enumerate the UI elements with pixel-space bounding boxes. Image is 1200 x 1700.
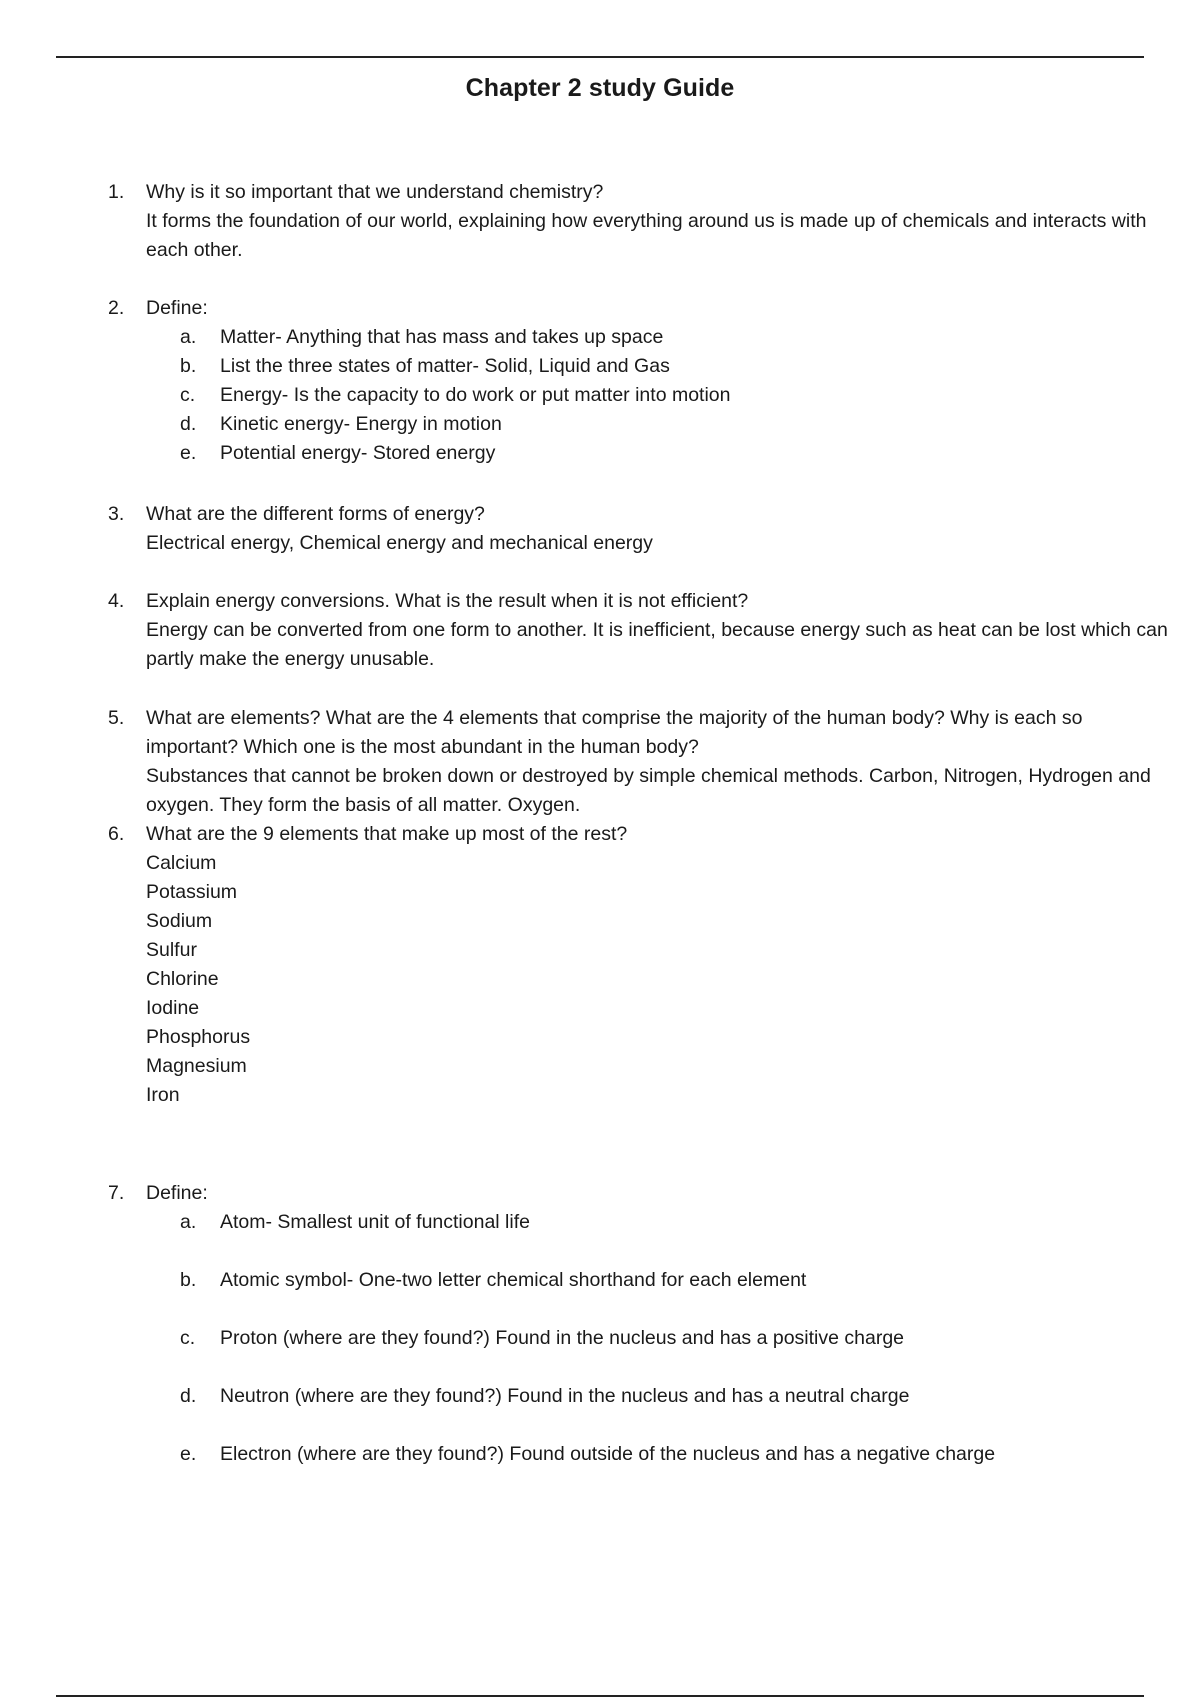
element-item: Calcium <box>146 852 217 874</box>
header-rule <box>56 56 1144 58</box>
element-item: Iron <box>146 1084 180 1106</box>
question-2 <box>108 294 1168 468</box>
item-text: Atomic symbol- One-two letter chemical shorthand for each element <box>220 1269 807 1291</box>
list-item <box>180 323 1168 352</box>
list-item <box>180 381 1168 410</box>
question-number: 6. <box>108 823 125 845</box>
question-number: 5. <box>108 707 125 729</box>
answer-text: It forms the foundation of our world, explaining how everything around us is made up of chemicals and interacts with each other. <box>146 210 1147 261</box>
item-letter: a. <box>180 1211 197 1233</box>
item-text: Atom- Smallest unit of functional life <box>220 1211 530 1233</box>
element-item: Iodine <box>146 997 200 1019</box>
question-text: Define: <box>146 1182 208 1204</box>
element-item: Sulfur <box>146 939 197 961</box>
question-number: 1. <box>108 181 125 203</box>
item-text: List the three states of matter- Solid, Liquid and Gas <box>220 355 670 377</box>
question-number: 2. <box>108 297 125 319</box>
question-5 <box>108 704 1168 820</box>
question-text: What are the different forms of energy? <box>146 503 485 525</box>
item-text: Electron (where are they found?) Found outside of the nucleus and has a negative charge <box>220 1443 996 1465</box>
question-text: What are elements? What are the 4 elements that comprise the majority of the human body? Why is each so important? Which one is the most abundant in the human body? <box>146 707 1083 758</box>
item-letter: c. <box>180 384 196 406</box>
question-text: Define: <box>146 297 208 319</box>
item-letter: b. <box>180 1269 197 1291</box>
question-3 <box>108 500 1168 558</box>
item-letter: d. <box>180 1385 197 1407</box>
question-4 <box>108 587 1168 674</box>
item-letter: c. <box>180 1327 196 1349</box>
answer-text: Electrical energy, Chemical energy and mechanical energy <box>146 532 653 554</box>
answer-text: Energy can be converted from one form to another. It is inefficient, because energy such as heat can be lost which can partly make the energy unusable. <box>146 619 1168 670</box>
element-item: Potassium <box>146 881 238 903</box>
list-item <box>180 1208 1168 1237</box>
item-letter: b. <box>180 355 197 377</box>
list-item <box>180 1440 1168 1469</box>
question-6 <box>108 820 1168 1110</box>
item-letter: e. <box>180 442 197 464</box>
item-text: Potential energy- Stored energy <box>220 442 496 464</box>
list-item <box>180 439 1168 468</box>
answer-text: Substances that cannot be broken down or destroyed by simple chemical methods. Carbon, Nitrogen, Hydrogen and oxygen. They form the basis of all matter. Oxygen. <box>146 765 1151 816</box>
question-text: Why is it so important that we understand chemistry? <box>146 181 604 203</box>
question-number: 4. <box>108 590 125 612</box>
item-text: Energy- Is the capacity to do work or put matter into motion <box>220 384 731 406</box>
list-item <box>180 410 1168 439</box>
footer-rule <box>56 1695 1144 1697</box>
page-title: Chapter 2 study Guide <box>465 74 735 102</box>
question-7 <box>108 1179 1168 1469</box>
list-item <box>180 1266 1168 1295</box>
question-text: Explain energy conversions. What is the result when it is not efficient? <box>146 590 749 612</box>
item-text: Proton (where are they found?) Found in the nucleus and has a positive charge <box>220 1327 905 1349</box>
list-item <box>180 352 1168 381</box>
element-item: Magnesium <box>146 1055 247 1077</box>
question-number: 3. <box>108 503 125 525</box>
item-letter: a. <box>180 326 197 348</box>
item-text: Neutron (where are they found?) Found in the nucleus and has a neutral charge <box>220 1385 910 1407</box>
item-text: Kinetic energy- Energy in motion <box>220 413 502 435</box>
question-1 <box>108 178 1168 265</box>
element-item: Phosphorus <box>146 1026 251 1048</box>
list-item <box>180 1324 1168 1353</box>
question-text: What are the 9 elements that make up most of the rest? <box>146 823 628 845</box>
element-item: Sodium <box>146 910 213 932</box>
item-text: Matter- Anything that has mass and takes up space <box>220 326 664 348</box>
item-letter: e. <box>180 1443 197 1465</box>
list-item <box>180 1382 1168 1411</box>
element-item: Chlorine <box>146 968 219 990</box>
item-letter: d. <box>180 413 197 435</box>
question-number: 7. <box>108 1182 125 1204</box>
